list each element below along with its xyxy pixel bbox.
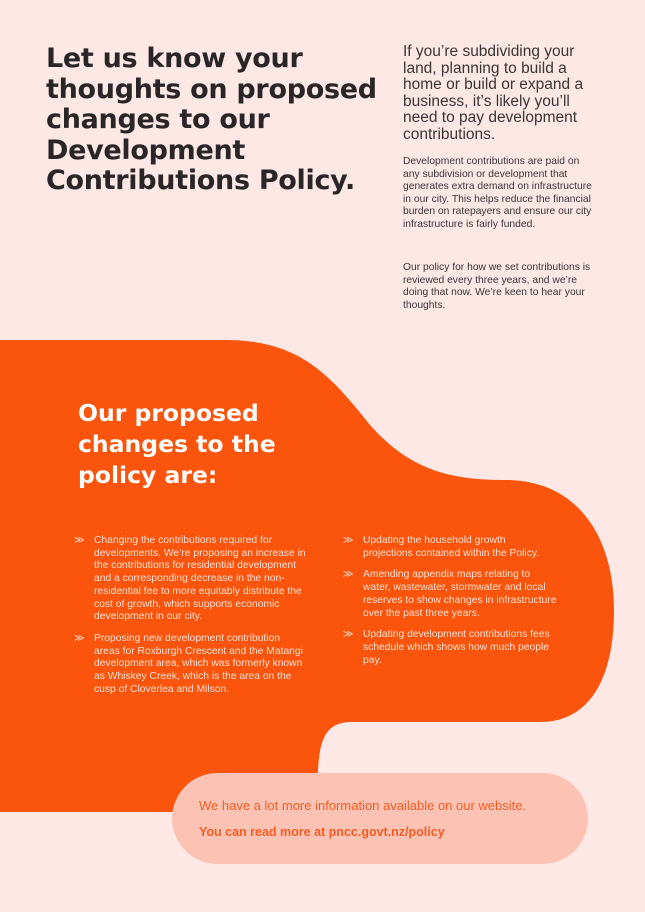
list-item	[74, 633, 306, 697]
intro-lead: If you’re subdividing your land, planning to build a home or build or expand a business, it’s likely you’ll need to pay development contributions.	[403, 43, 584, 143]
chevron-double-right-icon: ≫	[343, 629, 354, 641]
page-headline: Let us know your thoughts on proposed changes to our Development Contributions Policy.	[46, 43, 377, 196]
website-callout-pill	[172, 773, 588, 864]
list-item-text: Updating the household growth projections contained within the Policy.	[363, 535, 540, 559]
list-item	[343, 569, 558, 620]
chevron-double-right-icon: ≫	[74, 535, 85, 546]
website-info-text: We have a lot more information available on our website.	[199, 798, 527, 813]
list-item-text: Updating development contributions fees schedule which shows how much people pay.	[363, 629, 550, 666]
website-link-text[interactable]: You can read more at pncc.govt.nz/policy	[199, 825, 445, 839]
intro-paragraph-2: Our policy for how we set contributions is reviewed every three years, and we’re doing that now. We’re keen to hear your thoughts.	[403, 262, 591, 311]
list-item	[343, 535, 558, 560]
list-item-text: Proposing new development contribution areas for Roxburgh Crescent and the Matangi development area, which was formerly known as Whiskey Creek, which is the area on the cusp of Cloverlea and Milson.	[94, 632, 303, 695]
list-item-text: Changing the contributions required for developments. We’re proposing an increase in the contributions for residential development and a corresponding decrease in the non-residential fee to more equitably distribute the cost of growth, which supports economic development in our city.	[94, 535, 306, 623]
changes-list-left	[74, 535, 306, 705]
chevron-double-right-icon: ≫	[74, 632, 85, 644]
list-item-text: Amending appendix maps relating to water, wastewater, stormwater and local reserves to show changes in infrastructure over the past three years.	[363, 569, 557, 619]
intro-paragraph-1: Development contributions are paid on any subdivision or development that generates extra demand on infrastructure in our city. This helps reduce the financial burden on ratepayers and ensure our city infrastructure is fairly funded.	[403, 156, 592, 230]
chevron-double-right-icon: ≫	[343, 569, 354, 581]
chevron-double-right-icon: ≫	[343, 535, 354, 546]
list-item	[74, 535, 306, 624]
list-item	[343, 629, 558, 667]
changes-list-right	[343, 535, 558, 676]
changes-title: Our proposed changes to the policy are:	[78, 399, 276, 489]
